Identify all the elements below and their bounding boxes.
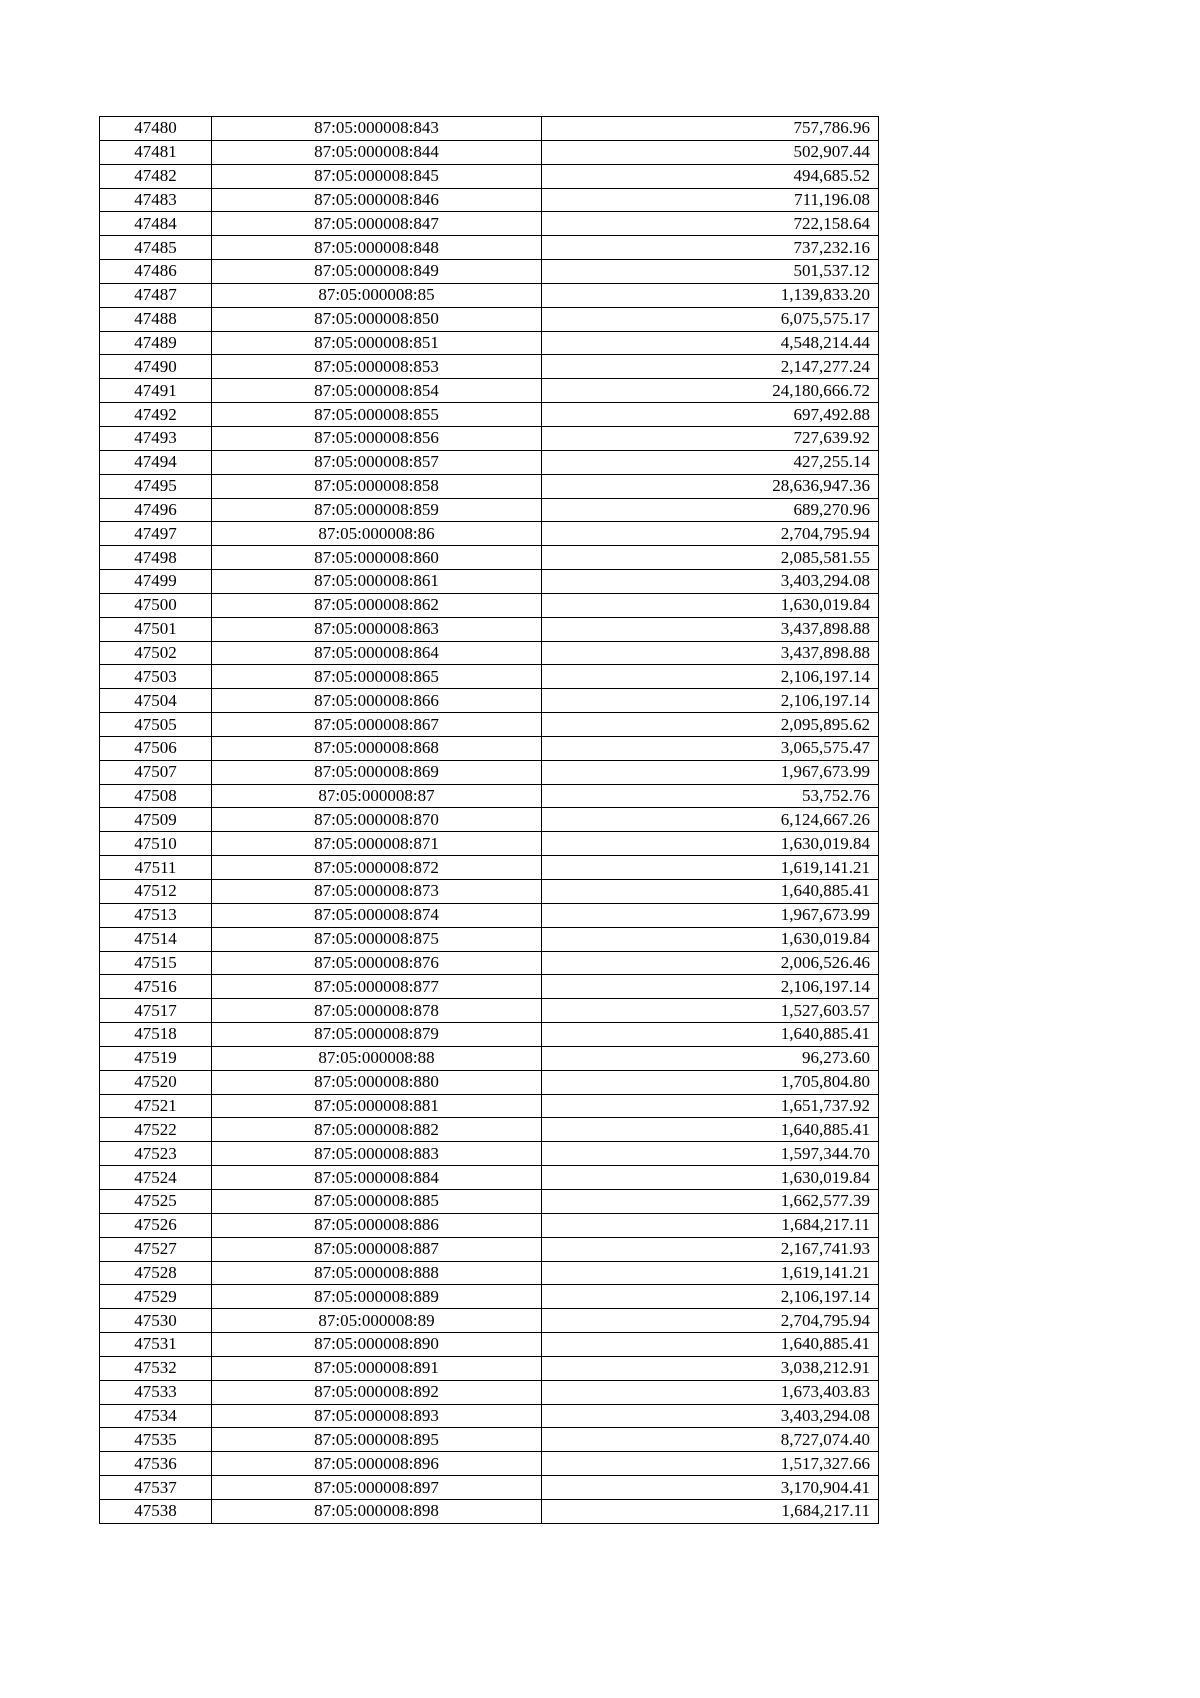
value-cell: 757,786.96 [542, 117, 879, 141]
table-row [100, 140, 879, 164]
table-row [100, 903, 879, 927]
value-cell: 727,639.92 [542, 426, 879, 450]
row-number-cell: 47489 [100, 331, 212, 355]
cadastral-number-cell: 87:05:000008:888 [212, 1261, 542, 1285]
table-row [100, 975, 879, 999]
cadastral-number-cell: 87:05:000008:863 [212, 617, 542, 641]
row-number-cell: 47513 [100, 903, 212, 927]
table-row [100, 880, 879, 904]
value-cell: 1,967,673.99 [542, 903, 879, 927]
table-row [100, 426, 879, 450]
row-number-cell: 47487 [100, 283, 212, 307]
table-row [100, 307, 879, 331]
cadastral-number-cell: 87:05:000008:864 [212, 641, 542, 665]
row-number-cell: 47525 [100, 1189, 212, 1213]
row-number-cell: 47516 [100, 975, 212, 999]
table-row [100, 689, 879, 713]
row-number-cell: 47515 [100, 951, 212, 975]
cadastral-number-cell: 87:05:000008:89 [212, 1309, 542, 1333]
value-cell: 2,704,795.94 [542, 522, 879, 546]
value-cell: 3,065,575.47 [542, 736, 879, 760]
row-number-cell: 47484 [100, 212, 212, 236]
row-number-cell: 47493 [100, 426, 212, 450]
table-row [100, 760, 879, 784]
row-number-cell: 47502 [100, 641, 212, 665]
cadastral-number-cell: 87:05:000008:890 [212, 1333, 542, 1357]
table-row [100, 283, 879, 307]
cadastral-number-cell: 87:05:000008:869 [212, 760, 542, 784]
cadastral-number-cell: 87:05:000008:881 [212, 1094, 542, 1118]
table-row [100, 736, 879, 760]
table-row [100, 1166, 879, 1190]
cadastral-number-cell: 87:05:000008:880 [212, 1070, 542, 1094]
value-cell: 2,167,741.93 [542, 1237, 879, 1261]
cadastral-number-cell: 87:05:000008:877 [212, 975, 542, 999]
value-cell: 1,630,019.84 [542, 1166, 879, 1190]
row-number-cell: 47485 [100, 236, 212, 260]
row-number-cell: 47500 [100, 593, 212, 617]
table-row [100, 1380, 879, 1404]
table-row [100, 713, 879, 737]
value-cell: 3,437,898.88 [542, 641, 879, 665]
cadastral-number-cell: 87:05:000008:858 [212, 474, 542, 498]
value-cell: 3,403,294.08 [542, 1404, 879, 1428]
table-row [100, 546, 879, 570]
cadastral-number-cell: 87:05:000008:887 [212, 1237, 542, 1261]
table-row [100, 808, 879, 832]
row-number-cell: 47499 [100, 570, 212, 594]
value-cell: 1,619,141.21 [542, 1261, 879, 1285]
table-row [100, 617, 879, 641]
value-cell: 1,640,885.41 [542, 1333, 879, 1357]
table-row [100, 1046, 879, 1070]
value-cell: 697,492.88 [542, 403, 879, 427]
cadastral-number-cell: 87:05:000008:868 [212, 736, 542, 760]
value-cell: 427,255.14 [542, 450, 879, 474]
cadastral-number-cell: 87:05:000008:860 [212, 546, 542, 570]
row-number-cell: 47486 [100, 260, 212, 284]
cadastral-number-cell: 87:05:000008:853 [212, 355, 542, 379]
table-row [100, 1237, 879, 1261]
table-row [100, 784, 879, 808]
cadastral-number-cell: 87:05:000008:849 [212, 260, 542, 284]
table-row [100, 641, 879, 665]
table-row [100, 164, 879, 188]
value-cell: 1,967,673.99 [542, 760, 879, 784]
row-number-cell: 47496 [100, 498, 212, 522]
cadastral-number-cell: 87:05:000008:896 [212, 1452, 542, 1476]
value-cell: 1,640,885.41 [542, 880, 879, 904]
table-row [100, 355, 879, 379]
row-number-cell: 47488 [100, 307, 212, 331]
row-number-cell: 47532 [100, 1356, 212, 1380]
row-number-cell: 47494 [100, 450, 212, 474]
cadastral-number-cell: 87:05:000008:886 [212, 1213, 542, 1237]
value-cell: 1,527,603.57 [542, 999, 879, 1023]
row-number-cell: 47522 [100, 1118, 212, 1142]
value-cell: 2,006,526.46 [542, 951, 879, 975]
cadastral-number-cell: 87:05:000008:898 [212, 1499, 542, 1523]
cadastral-number-cell: 87:05:000008:855 [212, 403, 542, 427]
table-row [100, 522, 879, 546]
value-cell: 1,673,403.83 [542, 1380, 879, 1404]
cadastral-number-cell: 87:05:000008:859 [212, 498, 542, 522]
table-row [100, 570, 879, 594]
cadastral-number-cell: 87:05:000008:857 [212, 450, 542, 474]
value-cell: 8,727,074.40 [542, 1428, 879, 1452]
row-number-cell: 47528 [100, 1261, 212, 1285]
cadastral-number-cell: 87:05:000008:843 [212, 117, 542, 141]
cadastral-number-cell: 87:05:000008:865 [212, 665, 542, 689]
row-number-cell: 47491 [100, 379, 212, 403]
row-number-cell: 47517 [100, 999, 212, 1023]
table-row [100, 1142, 879, 1166]
cadastral-number-cell: 87:05:000008:889 [212, 1285, 542, 1309]
cadastral-number-cell: 87:05:000008:866 [212, 689, 542, 713]
row-number-cell: 47520 [100, 1070, 212, 1094]
table-body [100, 117, 879, 1524]
table-row [100, 1094, 879, 1118]
value-cell: 96,273.60 [542, 1046, 879, 1070]
cadastral-number-cell: 87:05:000008:895 [212, 1428, 542, 1452]
cadastral-number-cell: 87:05:000008:871 [212, 832, 542, 856]
value-cell: 502,907.44 [542, 140, 879, 164]
table-row [100, 1309, 879, 1333]
table-row [100, 498, 879, 522]
value-cell: 2,106,197.14 [542, 1285, 879, 1309]
row-number-cell: 47495 [100, 474, 212, 498]
table-row [100, 1428, 879, 1452]
value-cell: 3,437,898.88 [542, 617, 879, 641]
table-row [100, 1452, 879, 1476]
value-cell: 1,640,885.41 [542, 1118, 879, 1142]
cadastral-number-cell: 87:05:000008:861 [212, 570, 542, 594]
table-row [100, 212, 879, 236]
table-row [100, 1023, 879, 1047]
cadastral-number-cell: 87:05:000008:846 [212, 188, 542, 212]
cadastral-number-cell: 87:05:000008:884 [212, 1166, 542, 1190]
value-cell: 689,270.96 [542, 498, 879, 522]
value-cell: 722,158.64 [542, 212, 879, 236]
cadastral-number-cell: 87:05:000008:876 [212, 951, 542, 975]
row-number-cell: 47506 [100, 736, 212, 760]
value-cell: 24,180,666.72 [542, 379, 879, 403]
cadastral-number-cell: 87:05:000008:848 [212, 236, 542, 260]
cadastral-number-cell: 87:05:000008:872 [212, 856, 542, 880]
value-cell: 6,075,575.17 [542, 307, 879, 331]
row-number-cell: 47512 [100, 880, 212, 904]
value-cell: 6,124,667.26 [542, 808, 879, 832]
value-cell: 1,630,019.84 [542, 927, 879, 951]
value-cell: 1,684,217.11 [542, 1213, 879, 1237]
value-cell: 2,095,895.62 [542, 713, 879, 737]
row-number-cell: 47535 [100, 1428, 212, 1452]
value-cell: 1,597,344.70 [542, 1142, 879, 1166]
row-number-cell: 47533 [100, 1380, 212, 1404]
value-cell: 494,685.52 [542, 164, 879, 188]
cadastral-value-table [99, 116, 879, 1524]
table-row [100, 403, 879, 427]
table-row [100, 593, 879, 617]
row-number-cell: 47504 [100, 689, 212, 713]
table-row [100, 236, 879, 260]
cadastral-number-cell: 87:05:000008:85 [212, 283, 542, 307]
value-cell: 2,106,197.14 [542, 665, 879, 689]
table-row [100, 331, 879, 355]
table-row [100, 1333, 879, 1357]
cadastral-number-cell: 87:05:000008:891 [212, 1356, 542, 1380]
cadastral-number-cell: 87:05:000008:856 [212, 426, 542, 450]
row-number-cell: 47481 [100, 140, 212, 164]
value-cell: 2,704,795.94 [542, 1309, 879, 1333]
cadastral-number-cell: 87:05:000008:87 [212, 784, 542, 808]
row-number-cell: 47518 [100, 1023, 212, 1047]
table-row [100, 1070, 879, 1094]
table-row [100, 260, 879, 284]
table-row [100, 1356, 879, 1380]
cadastral-number-cell: 87:05:000008:885 [212, 1189, 542, 1213]
value-cell: 1,619,141.21 [542, 856, 879, 880]
cadastral-number-cell: 87:05:000008:862 [212, 593, 542, 617]
cadastral-number-cell: 87:05:000008:878 [212, 999, 542, 1023]
table-row [100, 1118, 879, 1142]
cadastral-number-cell: 87:05:000008:854 [212, 379, 542, 403]
value-cell: 1,517,327.66 [542, 1452, 879, 1476]
cadastral-number-cell: 87:05:000008:851 [212, 331, 542, 355]
row-number-cell: 47508 [100, 784, 212, 808]
row-number-cell: 47503 [100, 665, 212, 689]
row-number-cell: 47505 [100, 713, 212, 737]
row-number-cell: 47497 [100, 522, 212, 546]
cadastral-number-cell: 87:05:000008:874 [212, 903, 542, 927]
value-cell: 1,630,019.84 [542, 593, 879, 617]
row-number-cell: 47527 [100, 1237, 212, 1261]
value-cell: 3,403,294.08 [542, 570, 879, 594]
table-row [100, 951, 879, 975]
table-row [100, 474, 879, 498]
value-cell: 4,548,214.44 [542, 331, 879, 355]
value-cell: 2,106,197.14 [542, 975, 879, 999]
cadastral-number-cell: 87:05:000008:870 [212, 808, 542, 832]
row-number-cell: 47530 [100, 1309, 212, 1333]
cadastral-number-cell: 87:05:000008:883 [212, 1142, 542, 1166]
row-number-cell: 47492 [100, 403, 212, 427]
value-cell: 737,232.16 [542, 236, 879, 260]
table-row [100, 856, 879, 880]
cadastral-number-cell: 87:05:000008:850 [212, 307, 542, 331]
cadastral-number-cell: 87:05:000008:875 [212, 927, 542, 951]
row-number-cell: 47483 [100, 188, 212, 212]
cadastral-number-cell: 87:05:000008:86 [212, 522, 542, 546]
value-cell: 1,630,019.84 [542, 832, 879, 856]
value-cell: 2,106,197.14 [542, 689, 879, 713]
value-cell: 3,038,212.91 [542, 1356, 879, 1380]
table-row [100, 379, 879, 403]
cadastral-number-cell: 87:05:000008:88 [212, 1046, 542, 1070]
row-number-cell: 47507 [100, 760, 212, 784]
row-number-cell: 47480 [100, 117, 212, 141]
row-number-cell: 47529 [100, 1285, 212, 1309]
value-cell: 1,684,217.11 [542, 1499, 879, 1523]
value-cell: 53,752.76 [542, 784, 879, 808]
cadastral-number-cell: 87:05:000008:897 [212, 1476, 542, 1500]
table-row [100, 1213, 879, 1237]
table-row [100, 1189, 879, 1213]
cadastral-number-cell: 87:05:000008:867 [212, 713, 542, 737]
table-row [100, 188, 879, 212]
table-row [100, 1476, 879, 1500]
cadastral-number-cell: 87:05:000008:873 [212, 880, 542, 904]
cadastral-number-cell: 87:05:000008:882 [212, 1118, 542, 1142]
value-cell: 3,170,904.41 [542, 1476, 879, 1500]
table-row [100, 450, 879, 474]
row-number-cell: 47511 [100, 856, 212, 880]
row-number-cell: 47521 [100, 1094, 212, 1118]
row-number-cell: 47536 [100, 1452, 212, 1476]
table-row [100, 117, 879, 141]
value-cell: 28,636,947.36 [542, 474, 879, 498]
row-number-cell: 47501 [100, 617, 212, 641]
table-row [100, 1499, 879, 1523]
row-number-cell: 47537 [100, 1476, 212, 1500]
row-number-cell: 47498 [100, 546, 212, 570]
row-number-cell: 47526 [100, 1213, 212, 1237]
row-number-cell: 47531 [100, 1333, 212, 1357]
table-row [100, 1285, 879, 1309]
cadastral-number-cell: 87:05:000008:845 [212, 164, 542, 188]
table-row [100, 927, 879, 951]
row-number-cell: 47490 [100, 355, 212, 379]
table-row [100, 1261, 879, 1285]
value-cell: 1,705,804.80 [542, 1070, 879, 1094]
cadastral-number-cell: 87:05:000008:844 [212, 140, 542, 164]
table-row [100, 1404, 879, 1428]
row-number-cell: 47523 [100, 1142, 212, 1166]
value-cell: 2,085,581.55 [542, 546, 879, 570]
row-number-cell: 47538 [100, 1499, 212, 1523]
value-cell: 711,196.08 [542, 188, 879, 212]
row-number-cell: 47482 [100, 164, 212, 188]
table-row [100, 832, 879, 856]
value-cell: 1,640,885.41 [542, 1023, 879, 1047]
table-row [100, 999, 879, 1023]
row-number-cell: 47509 [100, 808, 212, 832]
value-cell: 1,662,577.39 [542, 1189, 879, 1213]
row-number-cell: 47519 [100, 1046, 212, 1070]
value-cell: 2,147,277.24 [542, 355, 879, 379]
row-number-cell: 47514 [100, 927, 212, 951]
row-number-cell: 47510 [100, 832, 212, 856]
table-row [100, 665, 879, 689]
value-cell: 1,139,833.20 [542, 283, 879, 307]
cadastral-number-cell: 87:05:000008:847 [212, 212, 542, 236]
cadastral-number-cell: 87:05:000008:879 [212, 1023, 542, 1047]
value-cell: 1,651,737.92 [542, 1094, 879, 1118]
cadastral-number-cell: 87:05:000008:892 [212, 1380, 542, 1404]
cadastral-number-cell: 87:05:000008:893 [212, 1404, 542, 1428]
row-number-cell: 47524 [100, 1166, 212, 1190]
row-number-cell: 47534 [100, 1404, 212, 1428]
value-cell: 501,537.12 [542, 260, 879, 284]
